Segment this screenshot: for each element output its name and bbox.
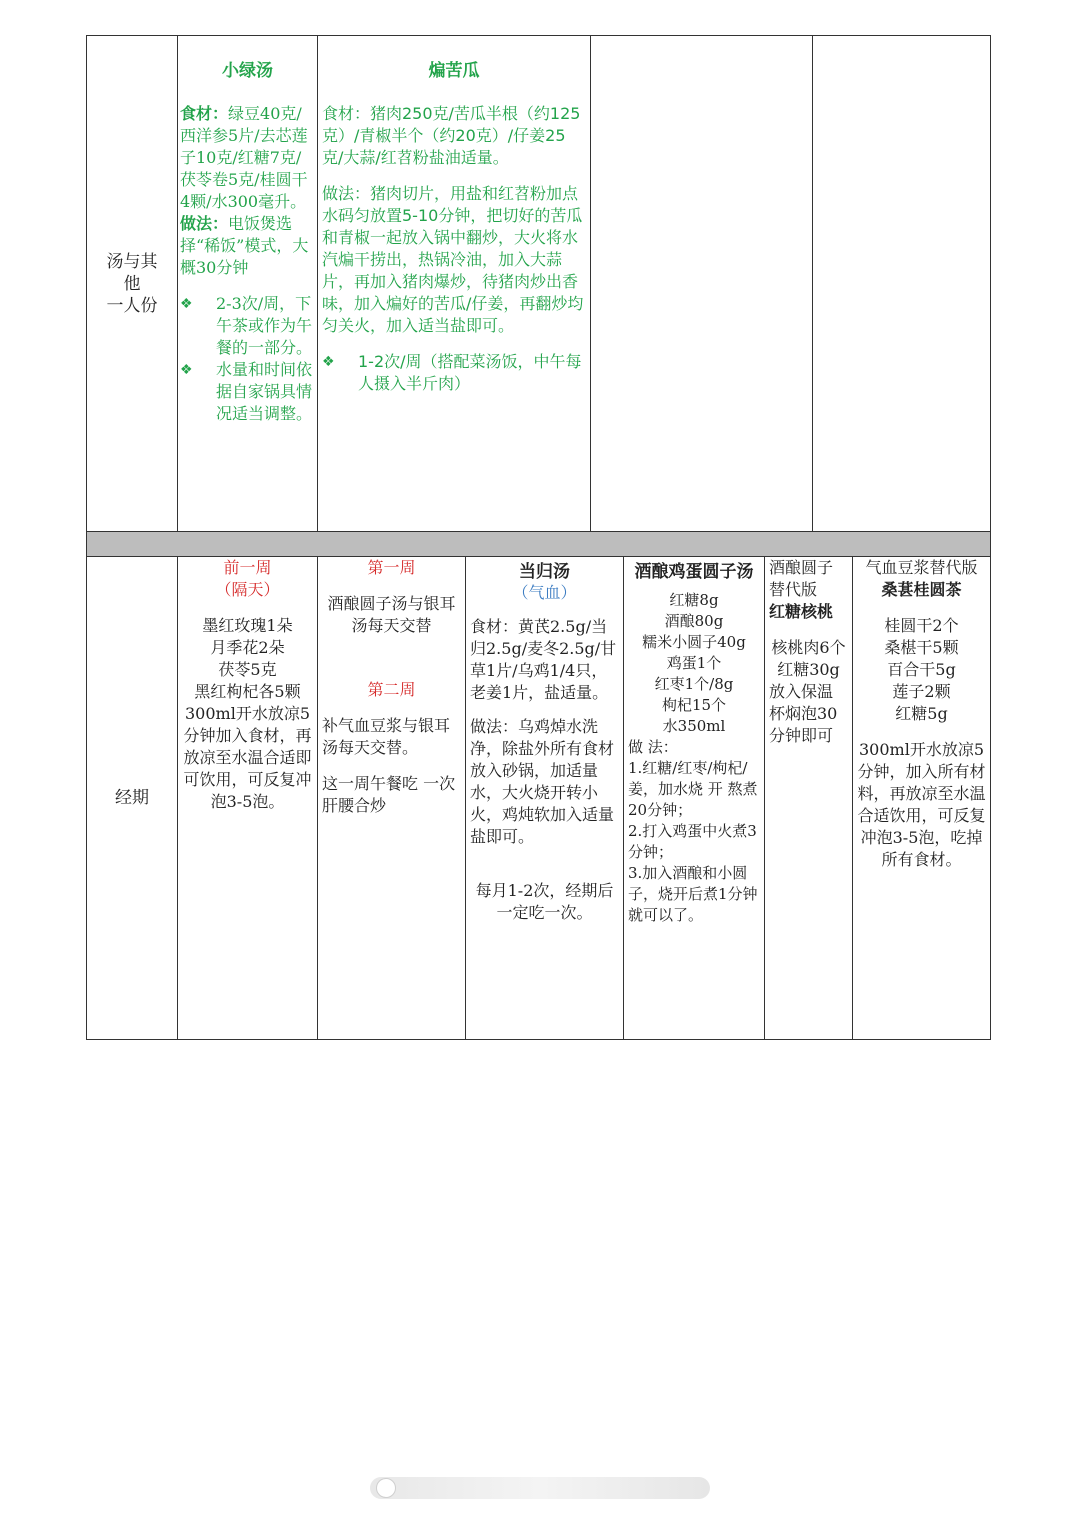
empty-cell	[590, 36, 812, 531]
recipe-title: 煸苦瓜	[428, 61, 480, 81]
ingredient-line: 水350ml	[662, 717, 726, 735]
recipe-table	[86, 35, 991, 1040]
ingredient-line: 桑椹干5颗	[884, 638, 959, 657]
alternative-intro: 酒酿圆子替代版	[769, 558, 834, 599]
cell-angelica-soup	[465, 557, 623, 1039]
ingredient-line: 核桃肉6个	[771, 638, 846, 657]
row-label-period	[87, 557, 177, 1039]
cell-bitter-melon	[317, 36, 590, 531]
frequency-note: 每月1-2次，经期后一定吃一次。	[475, 881, 614, 922]
method-step: 1.红糖/红枣/枸杞/姜，加水烧 开 熬煮20分钟；	[628, 759, 758, 819]
ingredients-text: 食材：黄芪2.5g/当归2.5g/麦冬2.5g/甘草1片/乌鸡1/4只，老姜1片，盐适量。	[470, 617, 617, 702]
lunch-note: 这一周午餐吃 一次肝腰合炒	[322, 774, 456, 815]
ingredient-line: 桂圆干2个	[884, 616, 959, 635]
ingredient-line: 莲子2颗	[892, 682, 951, 701]
ingredient-line: 红糖8g	[669, 591, 719, 609]
ingredients-text: 绿豆40克/西洋参5片/去芯莲子10克/红糖7克/茯苓卷5克/桂圆干4颗/水300毫升。	[180, 104, 308, 211]
recipe-subtitle: （气血）	[512, 583, 577, 602]
week1-text: 酒酿圆子汤与银耳汤每天交替	[327, 594, 456, 635]
watermark-logo-icon	[376, 1478, 396, 1498]
list-item	[180, 359, 315, 425]
bullet-text: 1-2次/周（搭配菜汤饭，中午每人摄入半斤肉）	[358, 352, 582, 393]
method-text: 做法：猪肉切片，用盐和红苕粉加点水码匀放置5-10分钟，把切好的苦瓜和青椒一起放入锅中翻炒，大火将水汽煸干捞出，热锅冷油，加入大蒜片，再加入猪肉爆炒，待猪肉炒出香味，加入煸好的苦瓜/仔姜，再翻炒均匀关火，加入适当盐即可。	[322, 184, 584, 335]
table-row-period	[86, 556, 991, 1040]
method-text: 放入保温杯焖泡30分钟即可	[769, 682, 838, 745]
ingredient-line: 百合干5g	[887, 660, 956, 679]
watermark-bar	[370, 1477, 710, 1499]
method-text: 电饭煲选择“稀饭”模式，大概30分钟	[180, 214, 309, 277]
cell-mulberry-tea	[852, 557, 990, 1039]
week2-title: 第二周	[367, 680, 416, 699]
row-label-soup	[87, 36, 177, 531]
recipe-title: 红糖核桃	[769, 602, 834, 621]
recipe-title: 小绿汤	[222, 61, 273, 81]
ingredient-line: 红枣1个/8g	[654, 675, 734, 693]
ingredient-line: 鸡蛋1个	[666, 654, 722, 672]
ingredient-line: 红糖5g	[895, 704, 948, 723]
diamond-bullet-icon: ❖	[180, 296, 193, 312]
ingredient-line: 黑红枸杞各5颗	[194, 682, 301, 701]
method-label: 做法：	[180, 214, 229, 233]
method-text: 做法：乌鸡焯水洗净，除盐外所有食材放入砂锅，加适量水，大火烧开转小火，鸡炖软加入适量盐即可。	[470, 717, 615, 846]
ingredient-line: 茯苓5克	[218, 660, 277, 679]
table-row-soup	[86, 35, 991, 532]
recipe-title: 桑葚桂圆茶	[881, 580, 962, 599]
empty-cell	[812, 36, 990, 531]
ingredient-line: 糯米小圆子40g	[642, 633, 746, 651]
method-label: 做 法：	[628, 738, 678, 756]
recipe-title: 当归汤	[519, 562, 570, 582]
ingredients-label: 食材：	[180, 104, 229, 123]
list-item	[322, 351, 586, 395]
bullet-text: 水量和时间依据自家锅具情况适当调整。	[216, 360, 313, 423]
diamond-bullet-icon: ❖	[322, 354, 335, 370]
cell-week-before	[177, 557, 317, 1039]
ingredients-text: 食材：猪肉250克/苦瓜半根（约125克）/青椒半个（约20克）/仔姜25克/大蒜/红苕粉盐油适量。	[322, 104, 581, 167]
week1-title: 第一周	[367, 558, 416, 577]
row-label-text: 经期	[115, 788, 149, 808]
bullet-text: 2-3次/周，下午茶或作为午餐的一部分。	[216, 294, 313, 357]
cell-week-plan	[317, 557, 465, 1039]
row-label-text: 汤与其 他 一人份	[106, 251, 158, 316]
row-separator	[86, 532, 991, 556]
diamond-bullet-icon: ❖	[180, 362, 193, 378]
alternative-intro: 气血豆浆替代版	[865, 558, 978, 577]
week-subtitle: （隔天）	[215, 580, 280, 599]
method-step: 3.加入酒酿和小圆子，烧开后煮1分钟就可以了。	[628, 864, 758, 924]
method-text: 300ml开水放凉5分钟加入食材，再放凉至水温合适即可饮用，可反复冲泡3-5泡。	[183, 704, 312, 811]
method-text: 300ml开水放凉5分钟，加入所有材料，再放凉至水温合适饮用，可反复冲泡3-5泡，吃掉所有食材。	[857, 740, 986, 869]
ingredient-line: 月季花2朵	[210, 638, 285, 657]
cell-mung-bean-soup	[177, 36, 317, 531]
week2-text: 补气血豆浆与银耳汤每天交替。	[322, 716, 451, 757]
ingredient-line: 枸杞15个	[661, 696, 727, 714]
recipe-title: 酒酿鸡蛋圆子汤	[634, 562, 754, 582]
method-step: 2.打入鸡蛋中火煮3分钟；	[628, 822, 757, 861]
list-item	[180, 293, 315, 359]
cell-walnut-alt	[764, 557, 852, 1039]
ingredient-line: 墨红玫瑰1朵	[202, 616, 293, 635]
cell-rice-wine-egg-soup	[623, 557, 764, 1039]
week-title: 前一周	[223, 558, 272, 577]
ingredient-line: 红糖30g	[777, 660, 840, 679]
ingredient-line: 酒酿80g	[664, 612, 724, 630]
